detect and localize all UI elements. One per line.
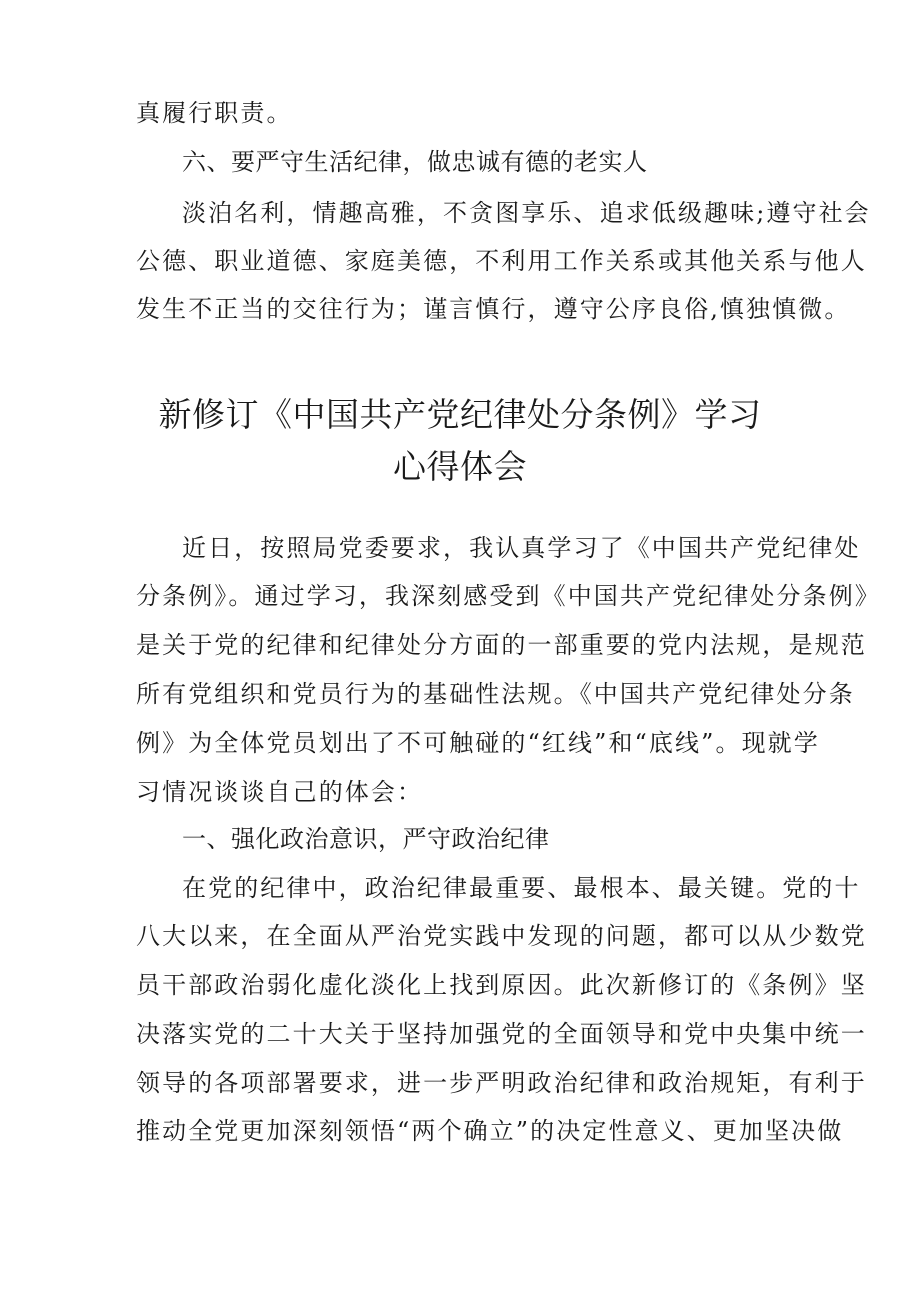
paragraph-line: 习情况谈谈自己的体会： — [136, 778, 424, 806]
section-heading-six: 六、要严守生活纪律，做忠诚有德的老实人 — [182, 148, 648, 176]
paragraph-line: 发生不正当的交往行为；谨言慎行，遵守公序良俗,慎独慎微。 — [136, 295, 851, 323]
paragraph-line: 分条例》。通过学习，我深刻感受到《中国共产党纪律处分条例》 — [136, 582, 881, 610]
paragraph-line: 是关于党的纪律和纪律处分方面的一部重要的党内法规，是规范 — [136, 631, 867, 659]
paragraph-line: 例》为全体党员划出了不可触碰的“红线”和“底线”。现就学 — [136, 729, 820, 757]
document-title-line-1: 新修订《中国共产党纪律处分条例》学习 — [158, 395, 762, 434]
document-title-line-2: 心得体会 — [393, 447, 527, 486]
paragraph-line: 真履行职责。 — [136, 99, 293, 127]
paragraph-line: 公德、职业道德、家庭美德，不利用工作关系或其他关系与他人 — [136, 247, 867, 275]
paragraph-line: 近日，按照局党委要求，我认真学习了《中国共产党纪律处 — [182, 534, 861, 562]
paragraph-line: 推动全党更加深刻领悟“两个确立”的决定性意义、更加坚决做 — [136, 1117, 844, 1145]
paragraph-line: 所有党组织和党员行为的基础性法规。《中国共产党纪律处分条 — [136, 680, 855, 708]
paragraph-line: 八大以来，在全面从严治党实践中发现的问题，都可以从少数党 — [136, 922, 867, 950]
paragraph-line: 员干部政治弱化虚化淡化上找到原因。此次新修订的《条例》坚 — [136, 971, 867, 999]
paragraph-line: 决落实党的二十大关于坚持加强党的全面领导和党中央集中统一 — [136, 1020, 867, 1048]
paragraph-line: 淡泊名利，情趣高雅，不贪图享乐、追求低级趣味;遵守社会 — [182, 199, 871, 227]
section-heading-one: 一、强化政治意识，严守政治纪律 — [182, 825, 550, 853]
paragraph-line: 领导的各项部署要求，进一步严明政治纪律和政治规矩，有利于 — [136, 1069, 867, 1097]
paragraph-line: 在党的纪律中，政治纪律最重要、最根本、最关键。党的十 — [182, 874, 861, 902]
